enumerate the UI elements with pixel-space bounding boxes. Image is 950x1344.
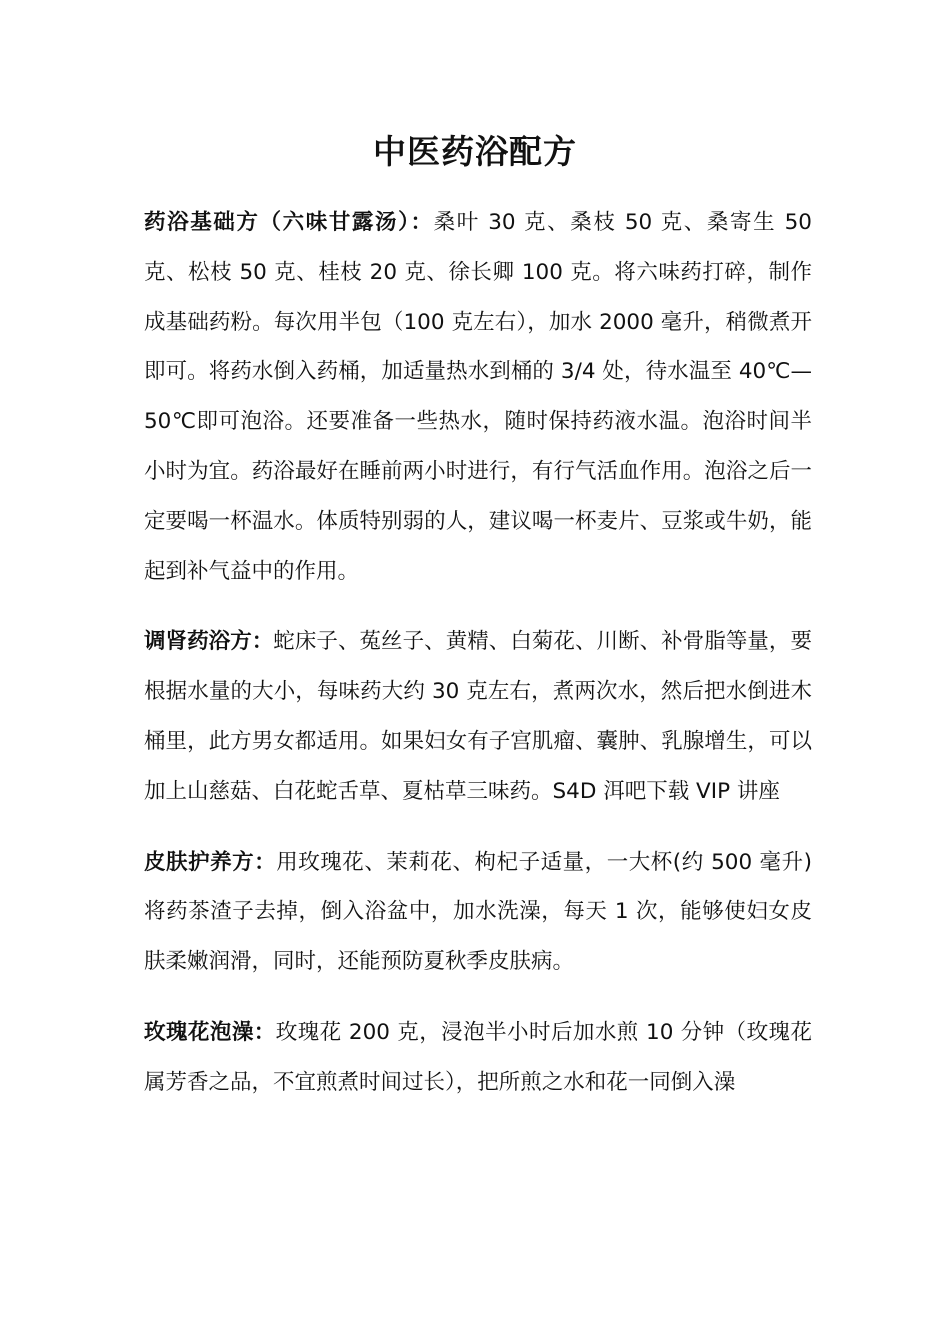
recipe-text: 桑叶 30 克、桑枝 50 克、桑寄生 50 克、松枝 50 克、桂枝 20 克、徐长卿 100 克。将六味药打碎，制作成基础药粉。每次用半包（100 克左右），加水 2000 毫升，稍微煮开即可。将药水倒入药桶，加适量热水到桶的 3/4 处，待水温至 40℃—50℃即可泡浴。还要准备一些热水，随时保持药液水温。泡浴时间半小时为宜。药浴最好在睡前两小时进行，有行气活血作用。泡浴之后一定要喝一杯温水。体质特别弱的人，建议喝一杯麦片、豆浆或牛奶，能起到补气益中的作用。 [144,210,812,584]
recipe-skin-care [144,838,812,987]
recipe-label: 药浴基础方（六味甘露汤）： [144,210,434,235]
recipe-text: 蛇床子、菟丝子、黄精、白菊花、川断、补骨脂等量，要根据水量的大小，每味药大约 30 克左右，煮两次水，然后把水倒进木桶里，此方男女都适用。如果妇女有子宫肌瘤、囊肿、乳腺增生，可以加上山慈菇、白花蛇舌草、夏枯草三味药。S4D 洱吧下载 VIP 讲座 [144,629,812,804]
document-body [144,198,812,1129]
recipe-rose-bath [144,1008,812,1108]
recipe-label: 皮肤护养方： [144,849,277,875]
recipe-label: 玫瑰花泡澡： [144,1019,276,1045]
recipe-kidney-bath [144,617,812,816]
recipe-label: 调肾药浴方： [144,629,274,655]
recipe-text: 玫瑰花 200 克，浸泡半小时后加水煎 10 分钟（玫瑰花属芳香之品，不宜煎煮时间过长），把所煎之水和花一同倒入澡 [144,1019,812,1095]
recipe-basic-bath [144,198,812,596]
recipe-text: 用玫瑰花、茉莉花、枸杞子适量，一大杯(约 500 毫升)将药茶渣子去掉，倒入浴盆中，加水洗澡，每天 1 次，能够使妇女皮肤柔嫩润滑，同时，还能预防夏秋季皮肤病。 [144,849,812,975]
document-title: 中医药浴配方 [373,132,577,171]
